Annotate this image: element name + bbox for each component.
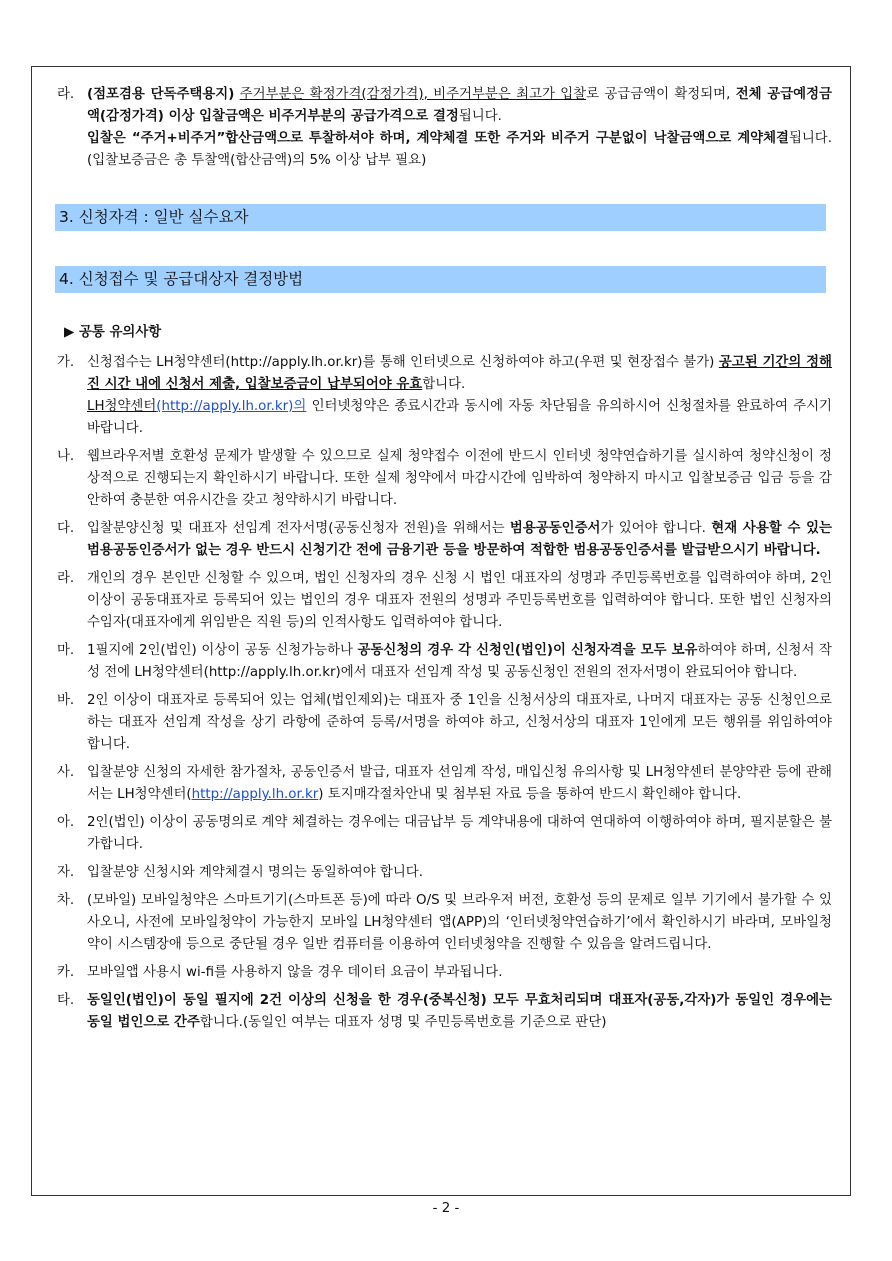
item-marker: 나. (57, 449, 75, 464)
body-text: 신청접수는 LH청약센터(http://apply.lh.or.kr)를 통해 인터넷으로 신청하여야 하고(우편 및 현장접수 불가) (87, 355, 715, 370)
item-marker: 마. (57, 643, 75, 658)
item-marker: 다. (57, 521, 75, 536)
item-marker: 바. (57, 693, 75, 708)
bold-text: 입찰은 “주거+비주거”합산금액으로 투찰하셔야 하며, 계약체결 또한 주거와 비주거 구분없이 낙찰금액으로 계약체결 (87, 131, 789, 146)
list-item (57, 890, 832, 956)
underlined-text: 주거부분은 확정가격(감정가격), 비주거부분은 최고가 입찰 (239, 87, 587, 102)
item-ra-top (57, 84, 832, 172)
body-text: ) 토지매각절차안내 및 첨부된 자료 등을 통하여 반드시 확인해야 합니다. (318, 787, 742, 802)
bold-text: 현재 사용할 수 있는 범용공동인증서가 없는 경우 반드시 신청기간 전에 금융기관 등을 방문하여 적합한 범용공동인증서를 발급받으시기 바랍니다. (87, 521, 832, 558)
list-item (57, 568, 832, 634)
top-notice (57, 84, 832, 178)
list-item (57, 446, 832, 512)
list-item (57, 762, 832, 806)
notes-list (57, 352, 832, 1040)
body-text: 하여야 하며, 신청서 작성 전에 LH청약센터(http://apply.lh.or.kr)에서 대표자 선임계 작성 및 공동신청인 전원의 전자서명이 완료되어야 합니다. (87, 643, 832, 680)
body-text: 합니다.(동일인 여부는 대표자 성명 및 주민등록번호를 기준으로 판단) (199, 1015, 607, 1030)
body-text: 웹브라우저별 호환성 문제가 발생할 수 있으므로 실제 청약접수 이전에 반드시 인터넷 청약연습하기를 실시하여 청약신청이 정상적으로 진행되는지 확인하시기 바랍니다. 또한 실제 청약에서 마감시간에 임박하여 청약하지 마시고 입찰보증금 입금 등을 감안하여 충분한 여유시간을 갖고 청약하시기 바랍니다. (87, 449, 832, 508)
item-marker: 사. (57, 765, 75, 780)
list-item (57, 962, 832, 984)
body-text: 합니다. (422, 377, 466, 392)
bold-text: 공고된 기간의 정해진 시간 내에 신청서 제출, 입찰보증금이 납부되어야 유효 (87, 355, 832, 392)
item-marker: 타. (57, 993, 75, 1008)
body-text: 인터넷청약은 종료시간과 동시에 자동 차단됨을 유의하시어 신청절차를 완료하여 주시기 바랍니다. (87, 399, 832, 436)
lh-site-link[interactable]: http://apply.lh.or.kr (191, 787, 319, 802)
bold-text: 범용공동인증서 (509, 521, 601, 536)
body-text: 1필지에 2인(법인) 이상이 공동 신청가능하나 (87, 643, 353, 658)
item-marker: 자. (57, 865, 75, 880)
body-text: 됩니다. (입찰보증금은 총 투찰액(합산금액)의 5% 이상 납부 필요) (87, 131, 832, 168)
lh-site-link[interactable]: (http://apply.lh.or.kr)의 (156, 399, 307, 414)
item-marker: 아. (57, 815, 75, 830)
body-text: (모바일) 모바일청약은 스마트기기(스마트폰 등)에 따라 O/S 및 브라우저 버전, 호환성 등의 문제로 일부 기기에서 불가할 수 있사오니, 사전에 모바일청약이 가능한지 모바일 LH청약센터 앱(APP)의 ‘인터넷청약연습하기’에서 확인하시기 바라며, 모바일청약이 시스템장애 등으로 중단될 경우 일반 컴퓨터를 이용하여 인터넷청약을 진행할 수 있음을 알려드립니다. (87, 893, 832, 952)
body-text: 2인(법인) 이상이 공동명의로 계약 체결하는 경우에는 대금납부 등 계약내용에 대하여 연대하여 이행하여야 하며, 필지분할은 불가합니다. (87, 815, 832, 852)
list-item (57, 862, 832, 884)
body-text: 2인 이상이 대표자로 등록되어 있는 업체(법인제외)는 대표자 중 1인을 신청서상의 대표자로, 나머지 대표자는 공동 신청인으로 하는 대표자 선임계 작성을 상기 라항에 준하여 등록/서명을 하여야 하고, 신청서상의 대표자 1인에게 모든 행위를 위임하여야 합니다. (87, 693, 832, 752)
section-4-heading: 4. 신청접수 및 공급대상자 결정방법 (55, 266, 826, 293)
section-3-heading: 3. 신청자격 : 일반 실수요자 (55, 204, 826, 231)
item-marker: 라. (57, 571, 75, 586)
page-number: - 2 - (432, 1201, 460, 1216)
bold-text: 공동신청의 경우 각 신청인(법인)이 신청자격을 모두 보유 (357, 643, 698, 658)
body-text: 가 있어야 합니다. (600, 521, 706, 536)
body-text: 로 공급금액이 확정되며, (586, 87, 731, 102)
item-marker: 가. (57, 355, 75, 370)
underlined-text: LH청약센터 (87, 399, 157, 414)
list-item (57, 812, 832, 856)
body-text: 입찰분양 신청의 자세한 참가절차, 공동인증서 발급, 대표자 선임계 작성, 매입신청 유의사항 및 LH청약센터 분양약관 등에 관해서는 LH청약센터( (87, 765, 832, 802)
list-item (57, 352, 832, 440)
item-marker: 차. (57, 893, 75, 908)
bold-text: 전체 공급예정금액(감정가격) 이상 입찰금액은 비주거부분의 공급가격으로 결정 (87, 87, 832, 124)
list-item (57, 990, 832, 1034)
body-text: 입찰분양 신청시와 계약체결시 명의는 동일하여야 합니다. (87, 865, 423, 880)
body-text: 개인의 경우 본인만 신청할 수 있으며, 법인 신청자의 경우 신청 시 법인 대표자의 성명과 주민등록번호를 입력하여야 하며, 2인 이상이 공동대표자로 등록되어 있는 법인의 경우 대표자 전원의 성명과 주민등록번호를 입력하여야 합니다. 또한 법인 신청자의 수임자(대표자에게 위임받은 직원 등)의 인적사항도 입력하여야 합니다. (87, 571, 832, 630)
body-text: 모바일앱 사용시 wi-fi를 사용하지 않을 경우 데이터 요금이 부과됩니다. (87, 965, 503, 980)
bold-text: (점포겸용 단독주택용지) (87, 87, 235, 102)
item-marker: 라. (57, 87, 75, 102)
list-item (57, 640, 832, 684)
body-text: 입찰분양신청 및 대표자 선임계 전자서명(공동신청자 전원)을 위해서는 (87, 521, 505, 536)
common-notes-subheading: ▶ 공통 유의사항 (64, 325, 162, 340)
body-text: 됩니다. (458, 109, 502, 124)
bold-text: 동일인(법인)이 동일 필지에 2건 이상의 신청을 한 경우(중복신청) 모두 무효처리되며 대표자(공동,각자)가 동일인 경우에는 동일 법인으로 간주 (87, 993, 832, 1030)
item-marker: 카. (57, 965, 75, 980)
list-item (57, 518, 832, 562)
list-item (57, 690, 832, 756)
